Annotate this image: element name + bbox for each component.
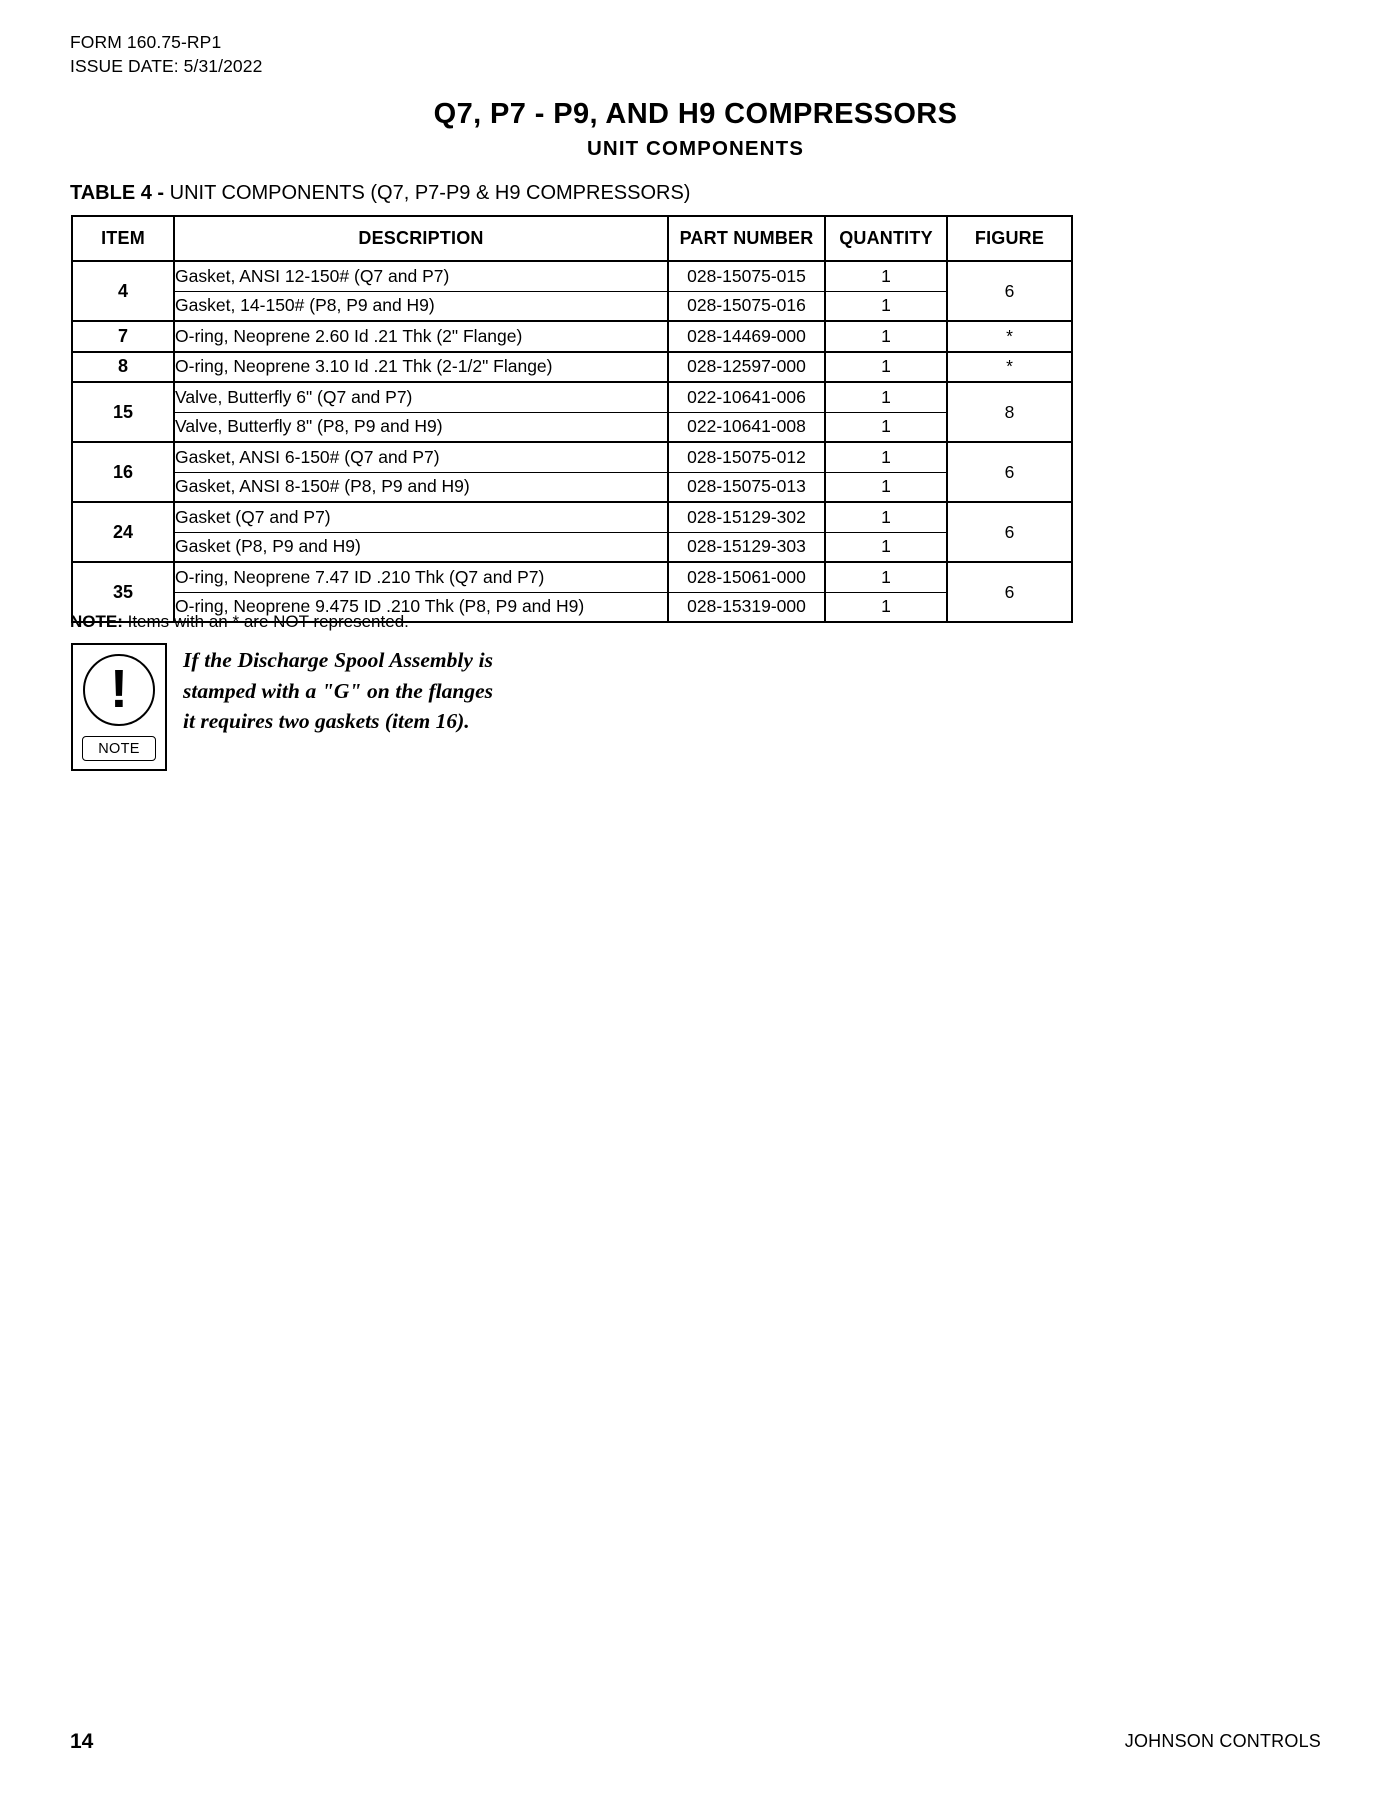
cell-description: O-ring, Neoprene 3.10 Id .21 Thk (2-1/2" Flange): [174, 352, 668, 383]
cell-part-number: 028-15075-013: [668, 472, 825, 502]
cell-description: Valve, Butterfly 6" (Q7 and P7): [174, 382, 668, 412]
cell-description: Valve, Butterfly 8" (P8, P9 and H9): [174, 412, 668, 442]
cell-part-number: 028-15319-000: [668, 592, 825, 622]
cell-part-number: 028-14469-000: [668, 321, 825, 352]
title-block: [0, 98, 1391, 161]
cell-description: O-ring, Neoprene 9.475 ID .210 Thk (P8, P9 and H9): [174, 592, 668, 622]
cell-description: Gasket (Q7 and P7): [174, 502, 668, 532]
table-caption: [70, 182, 690, 205]
cell-description: Gasket, ANSI 12-150# (Q7 and P7): [174, 261, 668, 291]
cell-part-number: 022-10641-008: [668, 412, 825, 442]
table-body: [72, 261, 1072, 622]
column-header-part-number: PART NUMBER: [668, 216, 825, 261]
note-badge: NOTE: [82, 736, 156, 761]
cell-item: 24: [72, 502, 174, 562]
column-header-figure: FIGURE: [947, 216, 1072, 261]
cell-figure: 6: [947, 442, 1072, 502]
table-row: [72, 291, 1072, 321]
table-row: [72, 532, 1072, 562]
exclamation-glyph: !: [110, 658, 128, 719]
cell-part-number: 028-15129-302: [668, 502, 825, 532]
cell-quantity: 1: [825, 592, 947, 622]
footer-page-number: 14: [70, 1730, 94, 1753]
column-header-item: ITEM: [72, 216, 174, 261]
table-header: [72, 216, 1072, 261]
cell-quantity: 1: [825, 472, 947, 502]
cell-part-number: 028-15075-016: [668, 291, 825, 321]
table-row: [72, 321, 1072, 352]
cell-quantity: 1: [825, 291, 947, 321]
cell-figure: *: [947, 321, 1072, 352]
table-caption-label: TABLE 4 -: [70, 182, 170, 204]
table-row: [72, 382, 1072, 412]
cell-part-number: 022-10641-006: [668, 382, 825, 412]
form-number: FORM 160.75-RP1: [70, 32, 222, 52]
cell-quantity: 1: [825, 352, 947, 383]
table-row: [72, 502, 1072, 532]
cell-figure: 6: [947, 261, 1072, 321]
table-row: [72, 261, 1072, 291]
cell-description: Gasket (P8, P9 and H9): [174, 532, 668, 562]
cell-figure: 8: [947, 382, 1072, 442]
cell-quantity: 1: [825, 442, 947, 472]
cell-item: 16: [72, 442, 174, 502]
cell-item: 8: [72, 352, 174, 383]
note-callout-box: [71, 643, 167, 771]
table-caption-text: UNIT COMPONENTS (Q7, P7-P9 & H9 COMPRESSORS): [169, 182, 691, 204]
cell-figure: 6: [947, 502, 1072, 562]
cell-description: O-ring, Neoprene 7.47 ID .210 Thk (Q7 and P7): [174, 562, 668, 592]
cell-part-number: 028-15075-012: [668, 442, 825, 472]
table-row: [72, 352, 1072, 383]
column-header-description: DESCRIPTION: [174, 216, 668, 261]
cell-part-number: 028-15061-000: [668, 562, 825, 592]
table-row: [72, 442, 1072, 472]
cell-description: Gasket, 14-150# (P8, P9 and H9): [174, 291, 668, 321]
unit-components-table: [71, 215, 1073, 623]
cell-item: 4: [72, 261, 174, 321]
page-subtitle: UNIT COMPONENTS: [587, 137, 804, 161]
table-row: [72, 562, 1072, 592]
cell-part-number: 028-12597-000: [668, 352, 825, 383]
cell-quantity: 1: [825, 562, 947, 592]
issue-date: ISSUE DATE: 5/31/2022: [70, 56, 263, 77]
cell-part-number: 028-15075-015: [668, 261, 825, 291]
cell-description: O-ring, Neoprene 2.60 Id .21 Thk (2" Flange): [174, 321, 668, 352]
cell-figure: 6: [947, 562, 1072, 622]
table-row: [72, 472, 1072, 502]
cell-quantity: 1: [825, 382, 947, 412]
cell-quantity: 1: [825, 261, 947, 291]
cell-quantity: 1: [825, 502, 947, 532]
asterisk-note: [70, 612, 409, 632]
cell-description: Gasket, ANSI 8-150# (P8, P9 and H9): [174, 472, 668, 502]
cell-item: 15: [72, 382, 174, 442]
cell-item: 35: [72, 562, 174, 622]
table-header-row: [72, 216, 1072, 261]
cell-quantity: 1: [825, 321, 947, 352]
cell-quantity: 1: [825, 532, 947, 562]
cell-description: Gasket, ANSI 6-150# (Q7 and P7): [174, 442, 668, 472]
exclamation-icon: [83, 654, 155, 726]
table-row: [72, 412, 1072, 442]
cell-figure: *: [947, 352, 1072, 383]
footer-brand: JOHNSON CONTROLS: [1124, 1731, 1321, 1751]
asterisk-note-label: NOTE:: [70, 612, 123, 631]
document-header: [70, 30, 262, 78]
note-callout-text: If the Discharge Spool Assembly is stamped with a "G" on the flanges it requires two gaskets (item 16).: [183, 648, 493, 734]
asterisk-note-text: Items with an * are NOT represented.: [122, 612, 409, 631]
cell-quantity: 1: [825, 412, 947, 442]
column-header-quantity: QUANTITY: [825, 216, 947, 261]
page-title: Q7, P7 - P9, AND H9 COMPRESSORS: [433, 98, 958, 130]
cell-item: 7: [72, 321, 174, 352]
cell-part-number: 028-15129-303: [668, 532, 825, 562]
